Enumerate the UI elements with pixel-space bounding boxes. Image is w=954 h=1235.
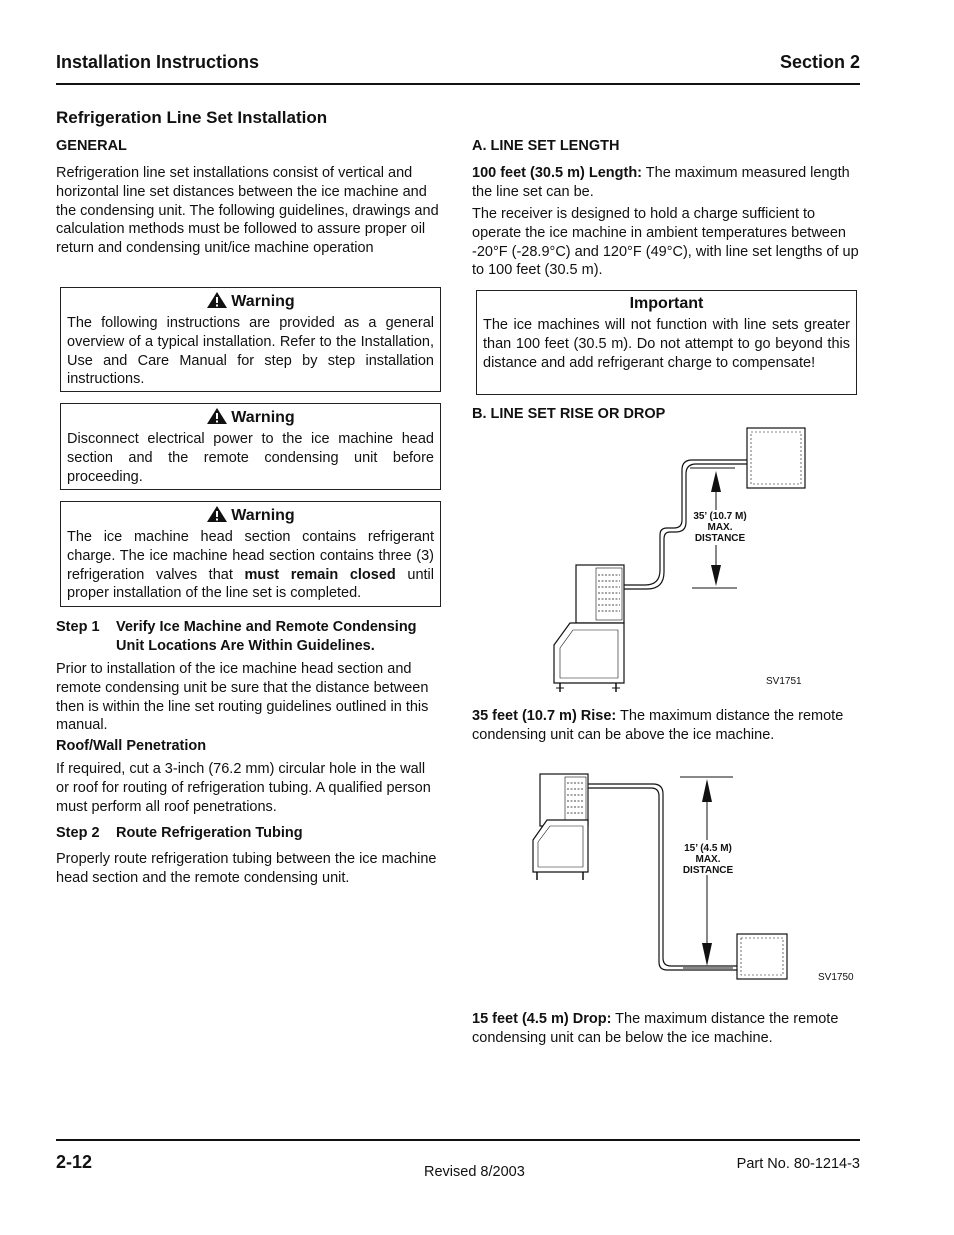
warning-box-3 <box>60 501 441 607</box>
warning-text-2: Disconnect electrical power to the ice machine head section and the remote condensing unit before proceeding. <box>67 431 434 485</box>
drop-text: 15 feet (4.5 m) Drop: The maximum distance the remote condensing unit can be below the ice machine. <box>472 1011 839 1046</box>
drop-distance-label: 15’ (4.5 M) MAX. DISTANCE <box>682 843 734 876</box>
warning-title-3: Warning <box>67 505 434 526</box>
rise-text: 35 feet (10.7 m) Rise: The maximum distance the remote condensing unit can be above the ice machine. <box>472 708 844 743</box>
figure-code-sv1750: SV1750 <box>818 972 854 983</box>
warning-icon <box>206 407 228 425</box>
warning-icon <box>206 291 228 309</box>
condensing-unit <box>737 934 787 979</box>
warning-text-1: The following instructions are provided as a general overview of a typical installation. Refer to the Installation, Use and Care Manual for step by step installation instructions. <box>67 315 434 388</box>
revised-date: Revised 8/2003 <box>424 1164 525 1180</box>
header-rule <box>56 83 860 85</box>
important-title: Important <box>629 295 704 312</box>
warning-icon <box>206 505 228 523</box>
warning-box-1 <box>60 287 441 392</box>
general-text: Refrigeration line set installations consist of vertical and horizontal line set distances between the ice machine and the condensing unit. The following guidelines, drawings and calculation methods must be followed to assure proper oil return and condensing unit/ice machine operation <box>56 165 439 257</box>
important-text: The ice machines will not function with line sets greater than 100 feet (30.5 m). Do not attempt to go beyond this distance and add refrigerant charge to compensate! <box>483 317 850 371</box>
step1-heading: Step 1 Verify Ice Machine and Remote Condensing Unit Locations Are Within Guidelines. <box>56 619 417 654</box>
roof-text: If required, cut a 3-inch (76.2 mm) circular hole in the wall or roof for routing of refrigeration tubing. A qualified person must perform all roof penetrations. <box>56 761 431 815</box>
length-text: 100 feet (30.5 m) Length: The maximum measured length the line set can be. <box>472 165 850 200</box>
step2-text: Properly route refrigeration tubing between the ice machine head section and the remote condensing unit. <box>56 851 437 886</box>
page-number: 2-12 <box>56 1152 93 1172</box>
general-heading: GENERAL <box>56 138 127 154</box>
warning-title-1: Warning <box>67 291 434 312</box>
step1-text: Prior to installation of the ice machine head section and remote condensing unit be sure that the distance between then is within the line set routing guidelines outlined in this manual. <box>56 661 429 734</box>
receiver-text: The receiver is designed to hold a charge sufficient to operate the ice machine in ambient temperatures between -20°F (-28.9°C) and 120°F (49°C), with line set lengths of up to 100 feet (30.5 m). <box>472 206 859 279</box>
warning-text-3: The ice machine head section contains refrigerant charge. The ice machine head section contains three (3) refrigeration valves that must remain closed until proper installation of the line set is completed. <box>67 529 434 602</box>
roof-heading: Roof/Wall Penetration <box>56 738 207 754</box>
condensing-unit <box>747 428 805 488</box>
rise-drop-heading: B. LINE SET RISE OR DROP <box>472 406 666 422</box>
line-set-length-heading: A. LINE SET LENGTH <box>472 138 620 154</box>
header-title: Installation Instructions <box>56 52 260 72</box>
section-title: Refrigeration Line Set Installation <box>56 108 328 127</box>
ice-machine-head <box>576 565 624 623</box>
rise-distance-label: 35’ (10.7 M) MAX. DISTANCE <box>693 511 747 544</box>
ice-bin <box>554 623 624 683</box>
important-box <box>476 290 857 395</box>
warning-title-2: Warning <box>67 407 434 428</box>
step2-heading: Step 2 Route Refrigeration Tubing <box>56 825 303 841</box>
figure-code-sv1751: SV1751 <box>766 676 802 687</box>
ice-machine-head <box>540 774 588 826</box>
header-section: Section 2 <box>779 52 860 72</box>
footer-rule <box>56 1139 860 1141</box>
part-number: Part No. 80-1214-3 <box>736 1156 860 1172</box>
rise-diagram <box>540 420 840 700</box>
warning-box-2 <box>60 403 441 490</box>
ice-bin <box>533 820 588 872</box>
drop-diagram <box>525 770 825 985</box>
